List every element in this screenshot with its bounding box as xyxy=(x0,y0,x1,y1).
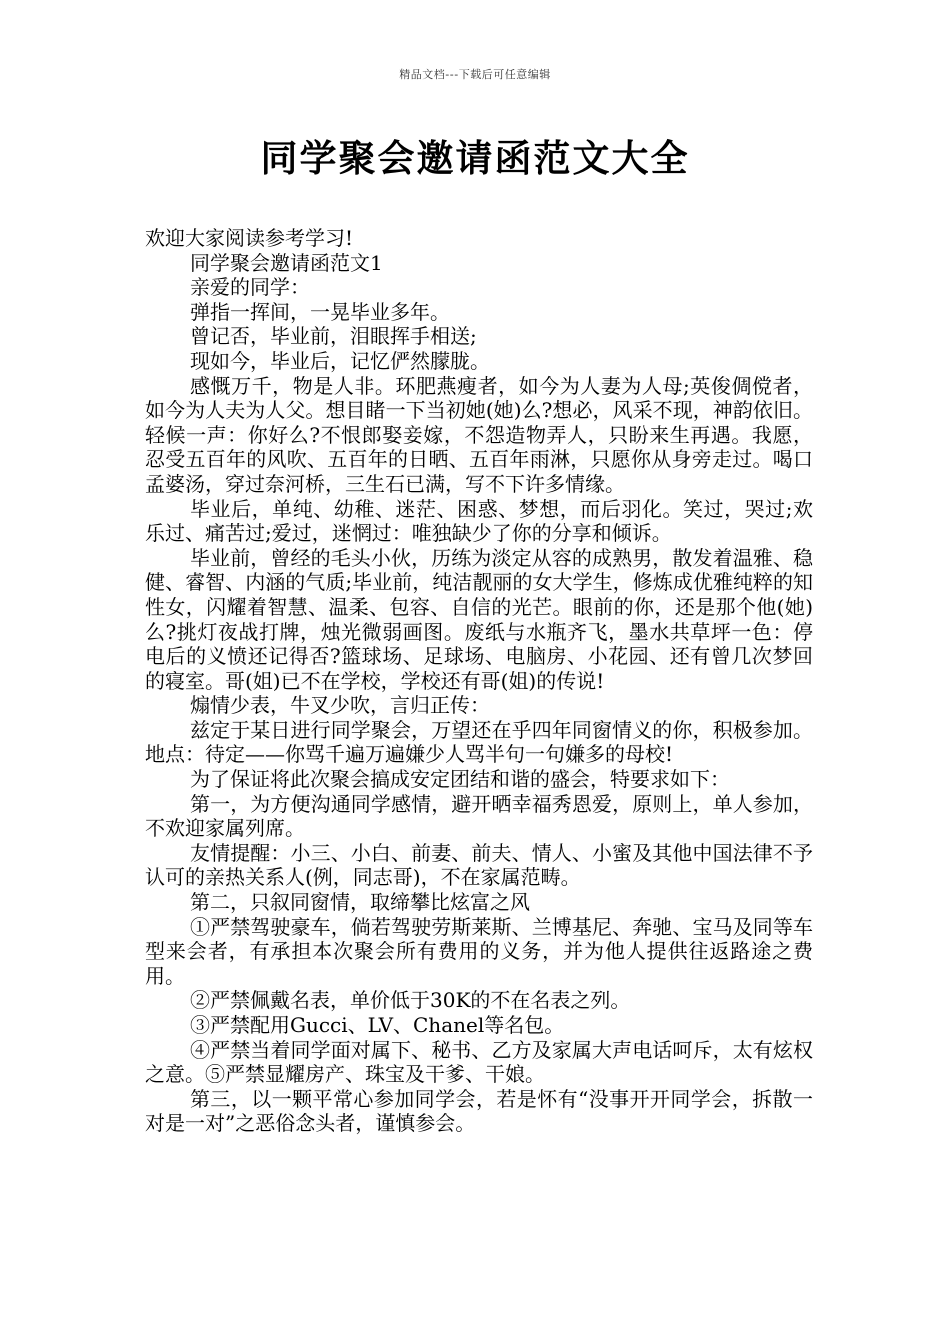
section-heading: 同学聚会邀请函范文1 xyxy=(190,250,383,275)
paragraph: 第一，为方便沟通同学感情，避开晒幸福秀恩爱，原则上，单人参加，不欢迎家属列席。 xyxy=(145,791,813,841)
paragraph: 曾记否，毕业前，泪眼挥手相送; xyxy=(190,324,477,349)
paragraph: ③严禁配用Gucci、LV、Chanel等名包。 xyxy=(190,1013,565,1037)
paragraph: 弹指一挥间，一晃毕业多年。 xyxy=(190,299,450,324)
document-body xyxy=(145,226,813,1136)
paragraph: ②严禁佩戴名表，单价低于30K的不在名表之列。 xyxy=(190,988,631,1013)
intro-line: 欢迎大家阅读参考学习! xyxy=(145,226,354,250)
salutation: 亲爱的同学： xyxy=(190,275,310,300)
paragraph: 兹定于某日进行同学聚会，万望还在乎四年同窗情义的你，积极参加。地点：待定——你骂千遍万遍嫌少人骂半句一句嫌多的母校! xyxy=(145,717,813,767)
paragraph: ④严禁当着同学面对属下、秘书、乙方及家属大声电话呵斥，太有炫权之意。⑤严禁显耀房产、珠宝及干爹、干娘。 xyxy=(145,1037,813,1087)
paragraph: 现如今，毕业后，记忆俨然朦胧。 xyxy=(190,348,490,373)
paragraph: 友情提醒：小三、小白、前妻、前夫、情人、小蜜及其他中国法律不予认可的亲热关系人(例，同志哥)，不在家属范畴。 xyxy=(145,840,813,890)
paragraph: 为了保证将此次聚会搞成安定团结和谐的盛会，特要求如下： xyxy=(190,767,730,792)
paragraph: ①严禁驾驶豪车，倘若驾驶劳斯莱斯、兰博基尼、奔驰、宝马及同等车型来会者，有承担本次聚会所有费用的义务，并为他人提供往返路途之费用。 xyxy=(145,914,813,988)
paragraph: 感慨万千，物是人非。环肥燕瘦者，如今为人妻为人母;英俊倜傥者，如今为人夫为人父。想目睹一下当初她(她)么?想必，风采不现，神韵依旧。轻候一声：你好么?不恨郎娶妾嫁，不怨造物弄人，只盼来生再遇。我愿，忍受五百年的风吹、五百年的日晒、五百年雨淋，只愿你从身旁走过。喝口孟婆汤，穿过奈河桥，三生石已满，写不下许多情缘。 xyxy=(145,373,813,496)
paragraph: 毕业前，曾经的毛头小伙，历练为淡定从容的成熟男，散发着温雅、稳健、睿智、内涵的气质;毕业前，纯洁靓丽的女大学生，修炼成优雅纯粹的知性女，闪耀着智慧、温柔、包容、自信的光芒。眼前的你，还是那个他(她)么?挑灯夜战打牌，烛光微弱画图。废纸与水瓶齐飞，墨水共草坪一色：停电后的义愤还记得否?篮球场、足球场、电脑房、小花园、还有曾几次梦回的寝室。哥(姐)已不在学校，学校还有哥(姐)的传说! xyxy=(145,545,813,693)
header-note: 精品文档---下载后可任意编辑 xyxy=(399,68,551,81)
document-title: 同学聚会邀请函范文大全 xyxy=(260,137,690,180)
paragraph: 第三，以一颗平常心参加同学会，若是怀有“没事开开同学会，拆散一对是一对”之恶俗念头者，谨慎参会。 xyxy=(145,1086,813,1136)
paragraph: 煽情少表，牛叉少吹，言归正传： xyxy=(190,693,490,718)
paragraph: 毕业后，单纯、幼稚、迷茫、困惑、梦想，而后羽化。笑过，哭过;欢乐过、痛苦过;爱过，迷惘过：唯独缺少了你的分享和倾诉。 xyxy=(145,496,813,546)
paragraph: 第二，只叙同窗情，取缔攀比炫富之风 xyxy=(190,890,530,915)
